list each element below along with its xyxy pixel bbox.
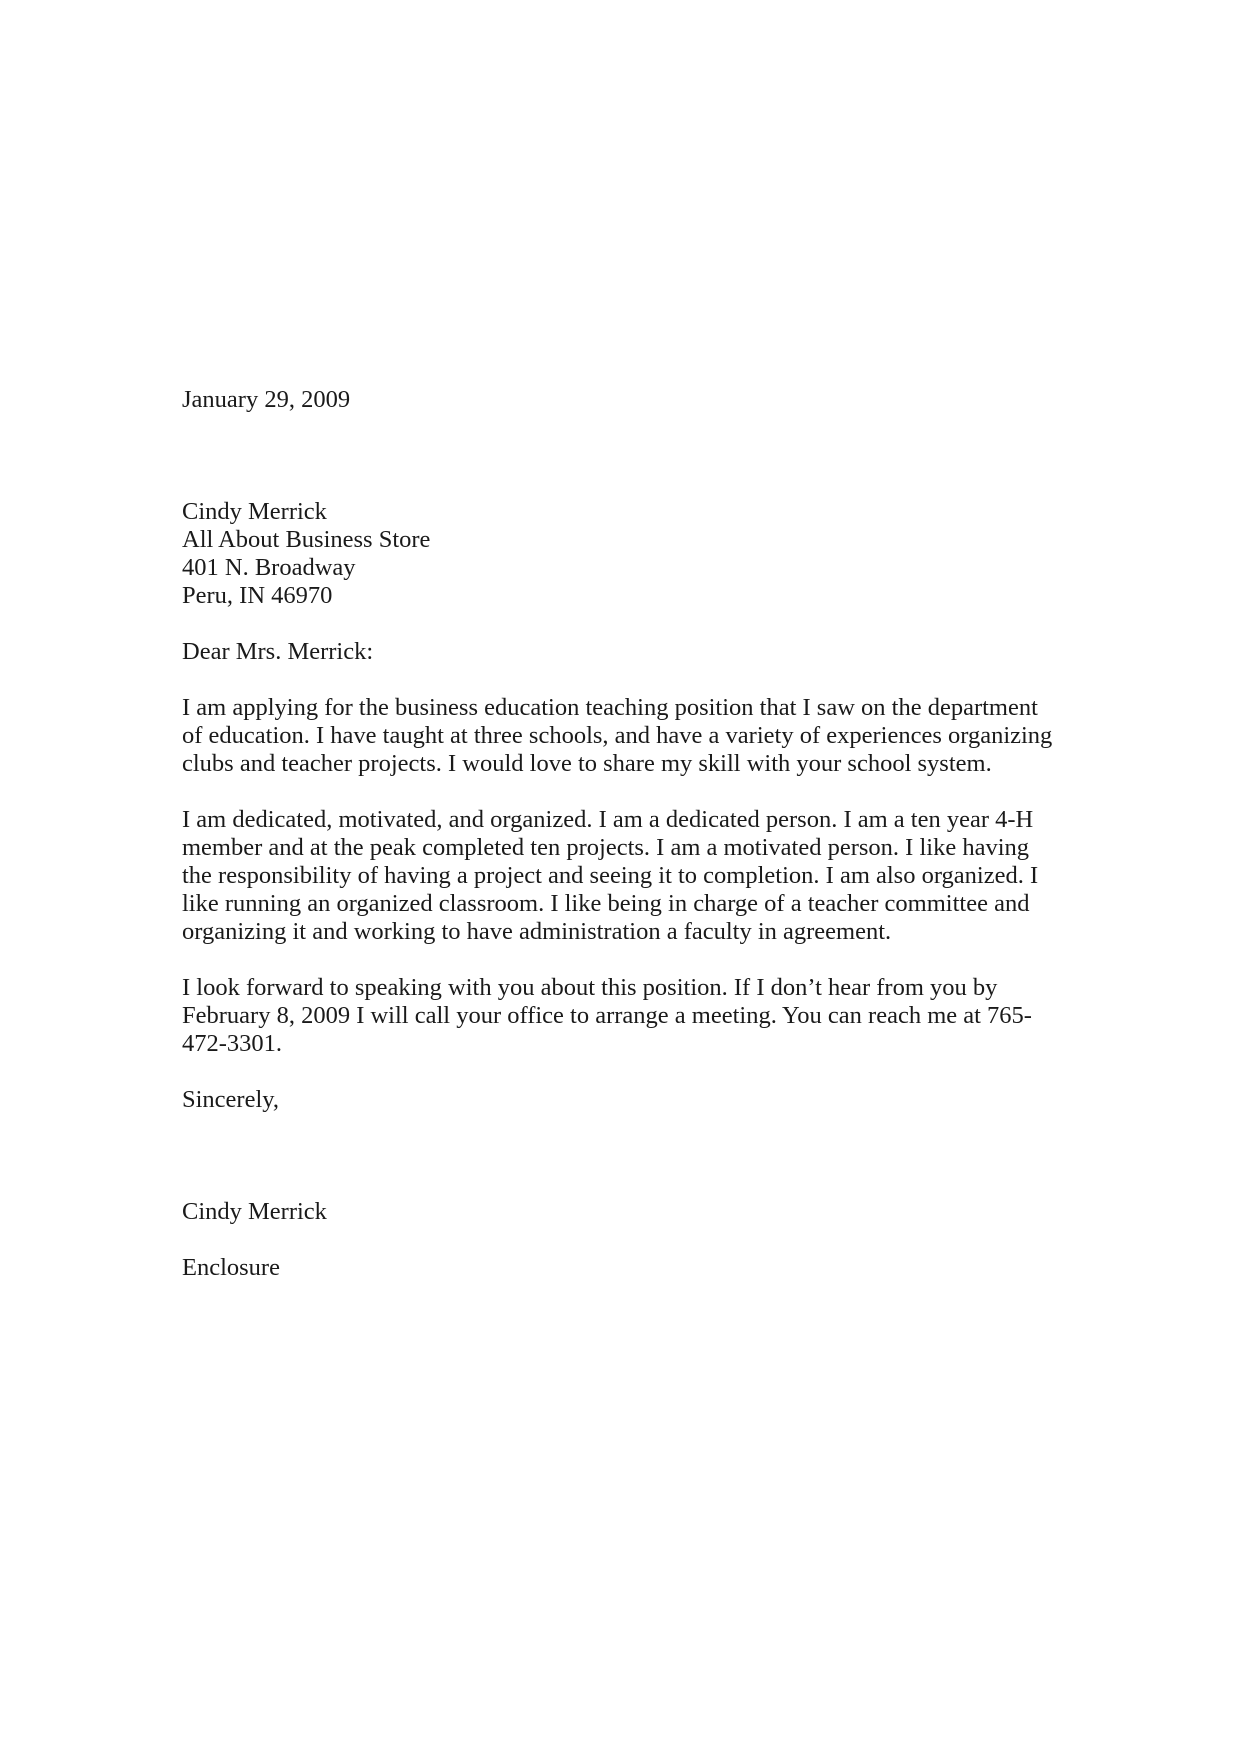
body-paragraph-3 bbox=[182, 974, 1062, 1058]
salutation bbox=[182, 638, 1062, 666]
recipient-city-state-zip: Peru, IN 46970 bbox=[182, 582, 333, 609]
paragraph-line: of education. I have taught at three schools, and have a variety of experiences organizing bbox=[182, 722, 1053, 749]
paragraph-line: 472-3301. bbox=[182, 1030, 283, 1057]
recipient-street: 401 N. Broadway bbox=[182, 554, 356, 581]
paragraph-line: I am dedicated, motivated, and organized. I am a dedicated person. I am a ten year 4-H bbox=[182, 806, 1034, 833]
paragraph-line: organizing it and working to have administration a faculty in agreement. bbox=[182, 918, 892, 945]
paragraph-line: like running an organized classroom. I like being in charge of a teacher committee and bbox=[182, 890, 1030, 917]
paragraph-line: the responsibility of having a project and seeing it to completion. I am also organized. I bbox=[182, 862, 1039, 889]
body-paragraph-1 bbox=[182, 694, 1062, 778]
paragraph-line: clubs and teacher projects. I would love to share my skill with your school system. bbox=[182, 750, 992, 777]
signature-name bbox=[182, 1198, 1062, 1226]
salutation-text: Dear Mrs. Merrick: bbox=[182, 638, 374, 665]
recipient-company: All About Business Store bbox=[182, 526, 431, 553]
paragraph-line: February 8, 2009 I will call your office to arrange a meeting. You can reach me at 765- bbox=[182, 1002, 1032, 1029]
date-text: January 29, 2009 bbox=[182, 386, 351, 413]
letter-date bbox=[182, 386, 1062, 414]
paragraph-line: I look forward to speaking with you about this position. If I don’t hear from you by bbox=[182, 974, 998, 1001]
paragraph-line: I am applying for the business education teaching position that I saw on the department bbox=[182, 694, 1038, 721]
recipient-name: Cindy Merrick bbox=[182, 498, 327, 525]
closing-text: Sincerely, bbox=[182, 1086, 280, 1113]
body-paragraph-2 bbox=[182, 806, 1062, 946]
enclosure-text: Enclosure bbox=[182, 1254, 280, 1281]
paragraph-line: member and at the peak completed ten projects. I am a motivated person. I like having bbox=[182, 834, 1029, 861]
recipient-address bbox=[182, 498, 1062, 610]
signature-text: Cindy Merrick bbox=[182, 1198, 327, 1225]
enclosure-notation bbox=[182, 1254, 1062, 1282]
closing bbox=[182, 1086, 1062, 1114]
